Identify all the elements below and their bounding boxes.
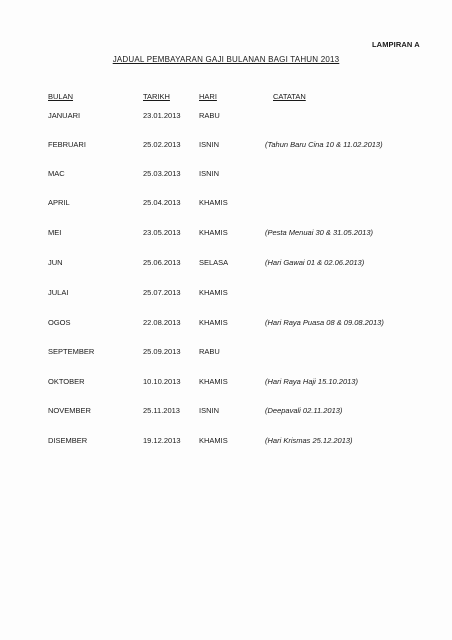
month-cell: JUN xyxy=(48,258,63,267)
day-cell: KHAMIS xyxy=(199,228,228,237)
note-cell: (Hari Raya Haji 15.10.2013) xyxy=(265,377,358,386)
table-row xyxy=(0,436,452,448)
day-cell: RABU xyxy=(199,347,220,356)
month-cell: JULAI xyxy=(48,288,69,297)
note-cell: (Pesta Menuai 30 & 31.05.2013) xyxy=(265,228,373,237)
day-cell: ISNIN xyxy=(199,140,220,149)
date-cell: 22.08.2013 xyxy=(143,318,181,327)
month-cell: OGOS xyxy=(48,318,71,327)
table-row xyxy=(0,377,452,389)
month-cell: MAC xyxy=(48,169,65,178)
day-cell: KHAMIS xyxy=(199,288,228,297)
column-header-catatan: CATATAN xyxy=(273,92,306,101)
note-cell: (Deepavali 02.11.2013) xyxy=(265,406,343,415)
date-cell: 10.10.2013 xyxy=(143,377,181,386)
day-cell: RABU xyxy=(199,111,220,120)
date-cell: 25.09.2013 xyxy=(143,347,181,356)
table-row xyxy=(0,288,452,300)
document-title: JADUAL PEMBAYARAN GAJI BULANAN BAGI TAHUN 2013 xyxy=(112,55,340,64)
month-cell: DISEMBER xyxy=(48,436,88,445)
day-cell: SELASA xyxy=(199,258,229,267)
table-row xyxy=(0,406,452,418)
date-cell: 23.05.2013 xyxy=(143,228,181,237)
month-cell: NOVEMBER xyxy=(48,406,91,415)
table-row xyxy=(0,318,452,330)
month-cell: JANUARI xyxy=(48,111,81,120)
day-cell: KHAMIS xyxy=(199,436,228,445)
day-cell: KHAMIS xyxy=(199,377,228,386)
table-row xyxy=(0,198,452,210)
month-cell: MEI xyxy=(48,228,62,237)
note-cell: (Hari Raya Puasa 08 & 09.08.2013) xyxy=(265,318,384,327)
table-row xyxy=(0,228,452,240)
day-cell: KHAMIS xyxy=(199,318,228,327)
column-header-bulan: BULAN xyxy=(48,92,74,101)
table-row xyxy=(0,140,452,152)
day-cell: ISNIN xyxy=(199,169,220,178)
date-cell: 25.04.2013 xyxy=(143,198,181,207)
date-cell: 23.01.2013 xyxy=(143,111,181,120)
day-cell: KHAMIS xyxy=(199,198,228,207)
table-row xyxy=(0,169,452,181)
date-cell: 25.11.2013 xyxy=(143,406,180,415)
column-header-hari: HARI xyxy=(199,92,217,101)
date-cell: 25.07.2013 xyxy=(143,288,181,297)
month-cell: APRIL xyxy=(48,198,70,207)
date-cell: 25.02.2013 xyxy=(143,140,181,149)
date-cell: 25.06.2013 xyxy=(143,258,181,267)
month-cell: OKTOBER xyxy=(48,377,85,386)
table-row xyxy=(0,347,452,359)
note-cell: (Hari Krismas 25.12.2013) xyxy=(265,436,353,445)
date-cell: 19.12.2013 xyxy=(143,436,181,445)
day-cell: ISNIN xyxy=(199,406,220,415)
month-cell: FEBRUARI xyxy=(48,140,86,149)
date-cell: 25.03.2013 xyxy=(143,169,181,178)
table-row xyxy=(0,258,452,270)
column-header-tarikh: TARIKH xyxy=(143,92,170,101)
note-cell: (Tahun Baru Cina 10 & 11.02.2013) xyxy=(265,140,383,149)
appendix-label: LAMPIRAN A xyxy=(372,40,420,49)
note-cell: (Hari Gawai 01 & 02.06.2013) xyxy=(265,258,365,267)
month-cell: SEPTEMBER xyxy=(48,347,95,356)
table-row xyxy=(0,111,452,123)
